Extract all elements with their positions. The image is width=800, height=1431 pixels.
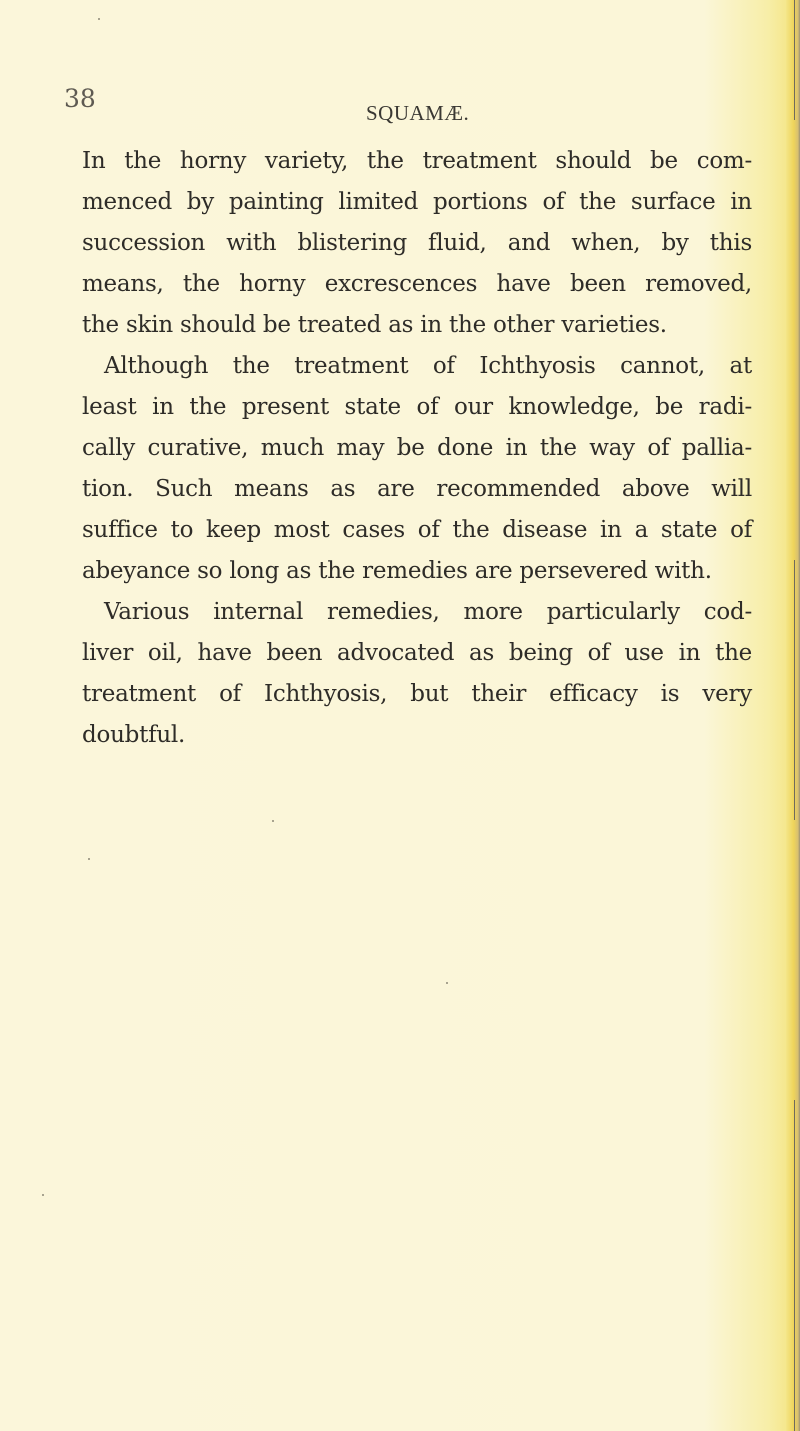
page-edge-line bbox=[794, 560, 795, 820]
text-line: suffice to keep most cases of the disease in a state of bbox=[82, 517, 752, 543]
text-line: doubtful. bbox=[82, 722, 186, 748]
page-edge-line bbox=[794, 1100, 795, 1431]
paper-speck bbox=[42, 1194, 44, 1196]
paper-speck bbox=[98, 18, 100, 20]
running-head: SQUAMÆ. bbox=[366, 101, 470, 125]
text-line: cally curative, much may be done in the way of pallia- bbox=[82, 435, 752, 461]
paper-speck bbox=[272, 820, 274, 822]
page-number: 38 bbox=[64, 84, 96, 113]
text-line: succession with blistering fluid, and when, by this bbox=[82, 230, 752, 256]
text-line: the skin should be treated as in the other varieties. bbox=[82, 312, 667, 338]
paper-speck bbox=[88, 858, 90, 860]
page-edge-shadow bbox=[786, 0, 800, 1431]
text-line: least in the present state of our knowledge, be radi- bbox=[82, 394, 752, 420]
paper-speck bbox=[446, 982, 448, 984]
text-line: abeyance so long as the remedies are persevered with. bbox=[82, 558, 712, 584]
body-text bbox=[82, 141, 752, 756]
text-line: menced by painting limited portions of the surface in bbox=[82, 189, 752, 215]
text-line: tion. Such means as are recommended above will bbox=[82, 476, 752, 502]
text-line: In the horny variety, the treatment should be com- bbox=[82, 148, 752, 174]
text-line: treatment of Ichthyosis, but their efficacy is very bbox=[82, 681, 752, 707]
text-line: Although the treatment of Ichthyosis cannot, at bbox=[104, 353, 752, 379]
text-line: liver oil, have been advocated as being of use in the bbox=[82, 640, 752, 666]
page-edge-line bbox=[794, 0, 795, 120]
text-line: means, the horny excrescences have been removed, bbox=[82, 271, 752, 297]
text-line: Various internal remedies, more particularly cod- bbox=[104, 599, 752, 625]
